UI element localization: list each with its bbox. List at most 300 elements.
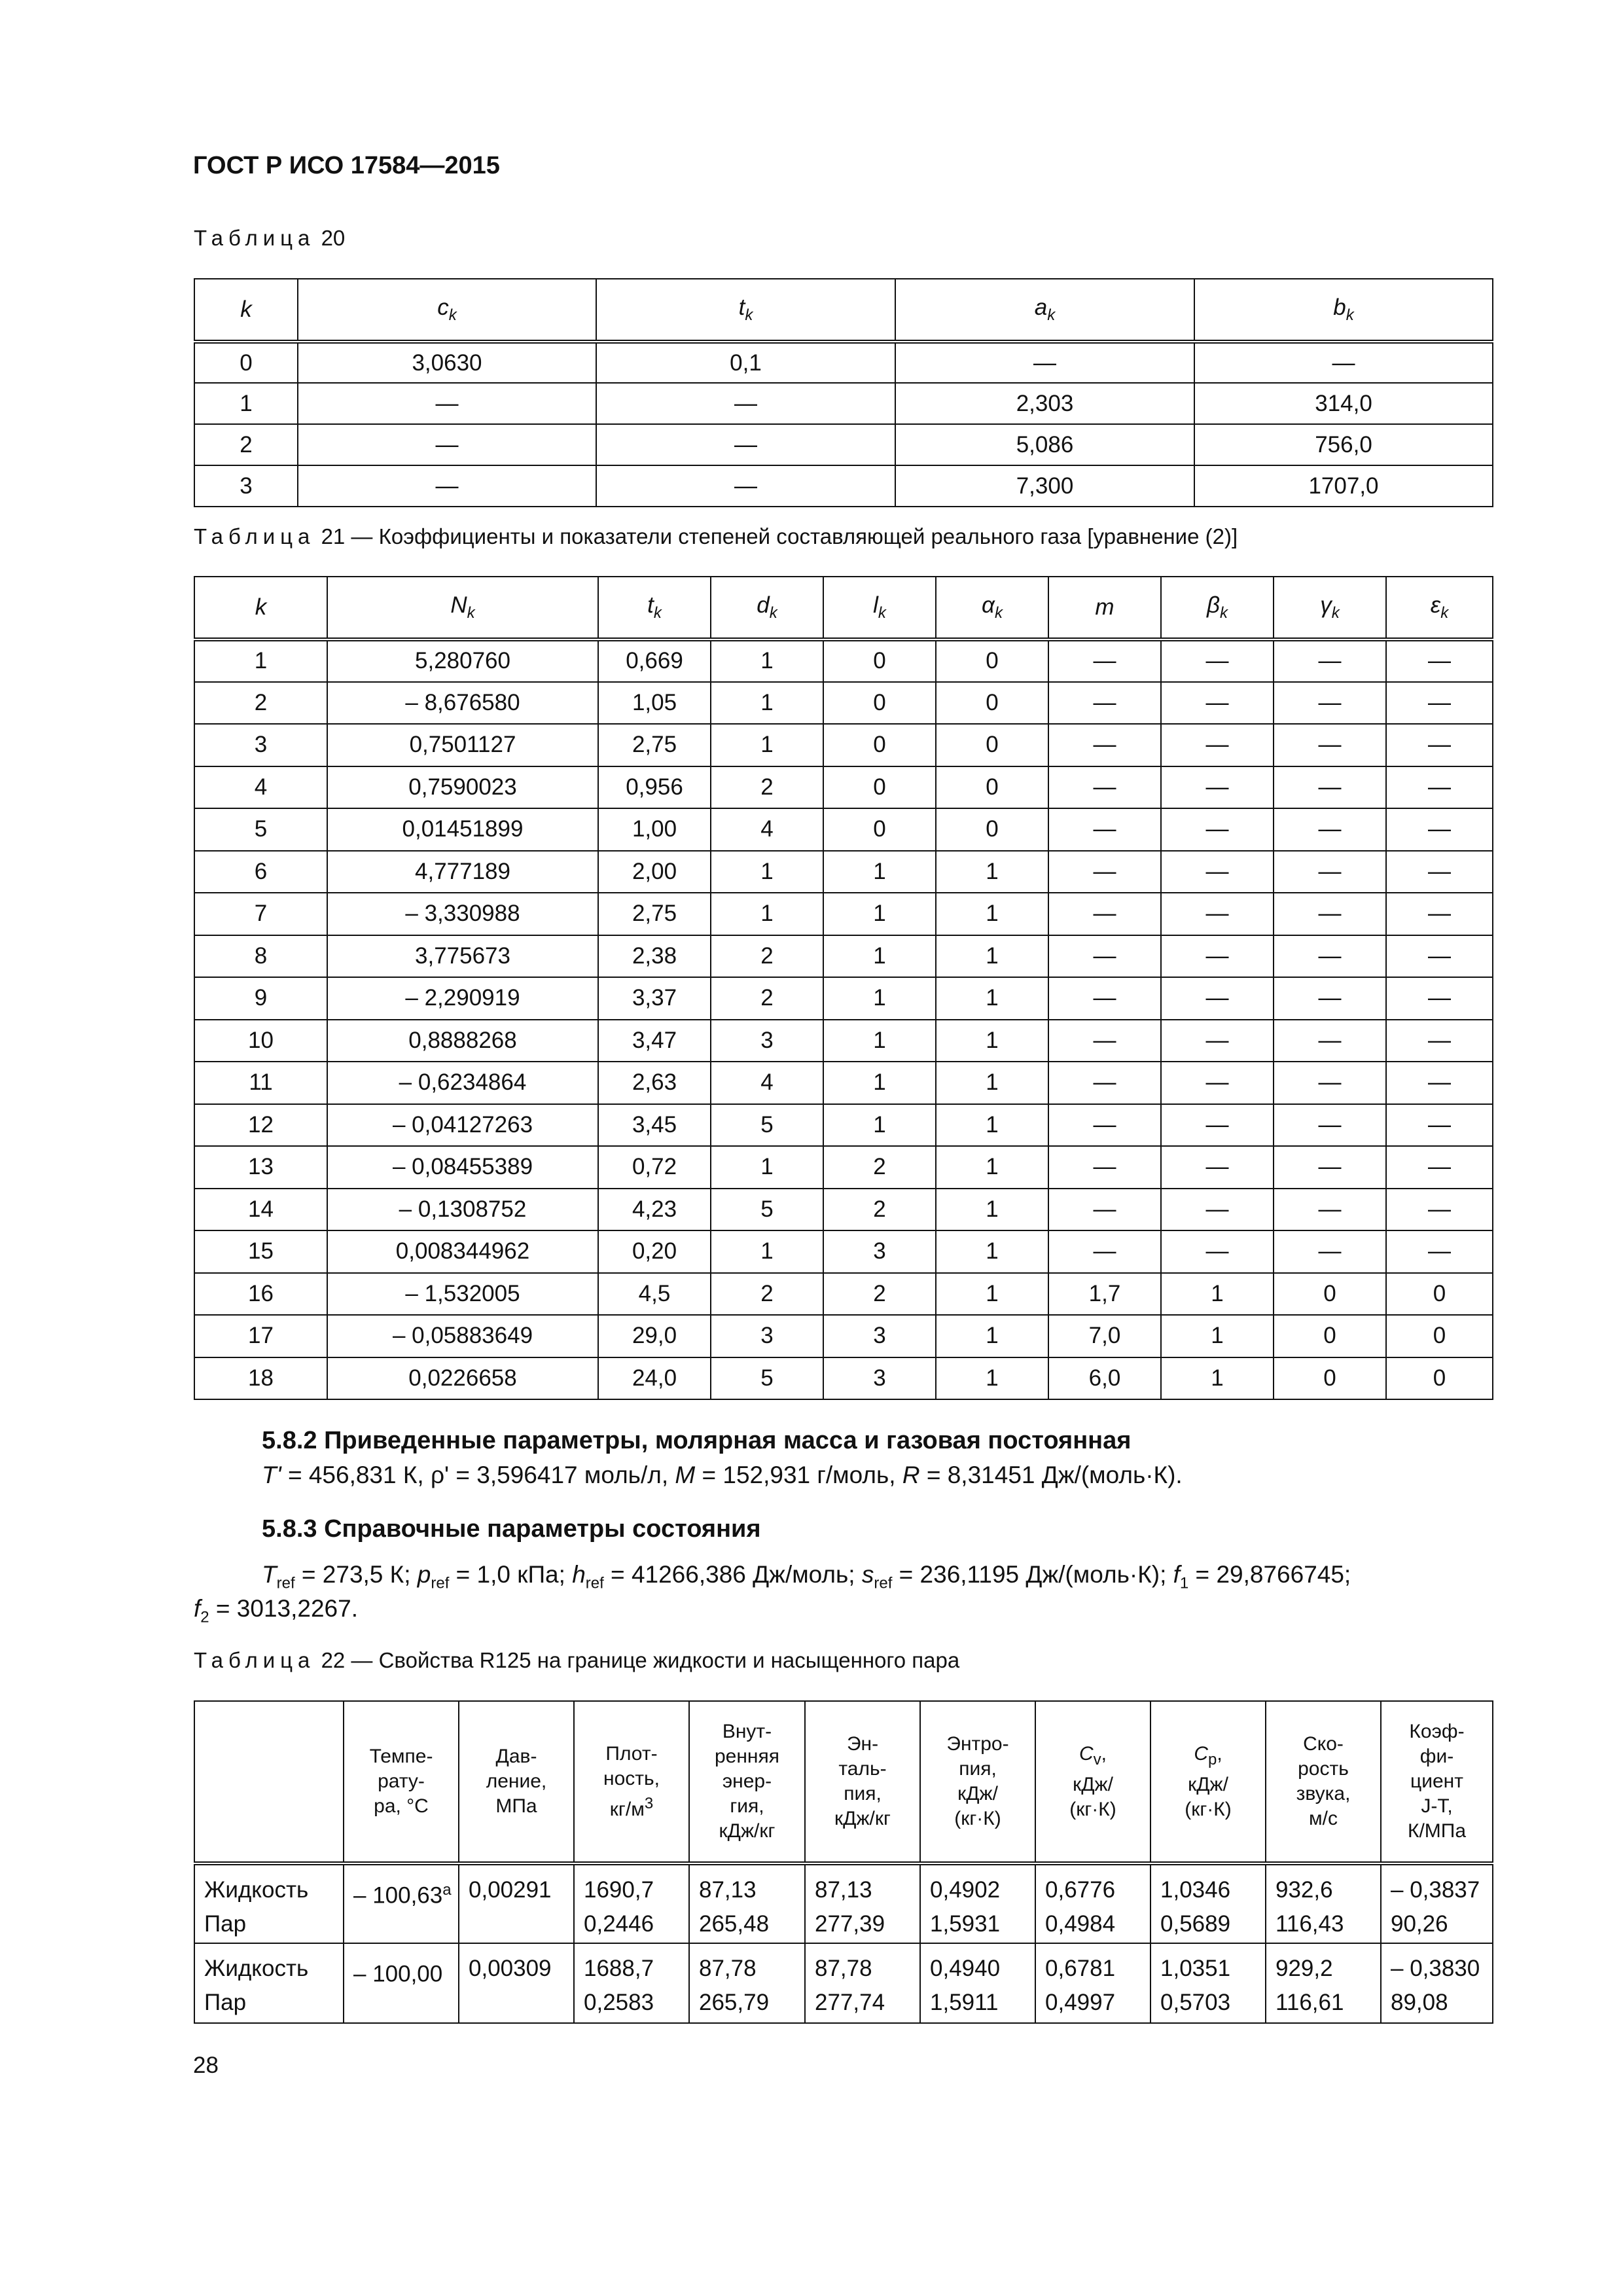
table-row bbox=[194, 1189, 1493, 1231]
table22-header-subscript: v bbox=[1093, 1750, 1101, 1768]
table22-cell bbox=[1266, 1943, 1381, 2023]
table21-cell: – 2,290919 bbox=[327, 977, 598, 1020]
table22-cell bbox=[459, 1943, 574, 2023]
table22-cell bbox=[194, 1863, 344, 1943]
table20-cell: 0,1 bbox=[596, 342, 895, 383]
table21-cell: 0 bbox=[936, 682, 1048, 725]
table21-cell: 3 bbox=[711, 1020, 823, 1062]
table22-cell-value: 0,6781 0,4997 bbox=[1045, 1956, 1116, 2015]
table21-cell: 1 bbox=[936, 1230, 1048, 1273]
table21-cell: — bbox=[1274, 935, 1386, 978]
table22-cell bbox=[194, 1943, 344, 2023]
table22-cell bbox=[1381, 1863, 1493, 1943]
page-number: 28 bbox=[193, 2053, 219, 2078]
table20-cell: 0 bbox=[194, 342, 298, 383]
table21-cell: – 0,08455389 bbox=[327, 1146, 598, 1189]
table21-cell: 1,05 bbox=[598, 682, 711, 725]
table21-cell: 0 bbox=[823, 766, 936, 809]
table21-cell: 1 bbox=[823, 1020, 936, 1062]
table21-cell: – 3,330988 bbox=[327, 893, 598, 935]
table21-header-symbol: β bbox=[1207, 592, 1220, 618]
table21-header-cell bbox=[194, 577, 327, 639]
table22-cell bbox=[344, 1863, 459, 1943]
table20-cell: 314,0 bbox=[1194, 383, 1493, 424]
table21-cell: — bbox=[1161, 977, 1274, 1020]
table20-cell: 2 bbox=[194, 424, 298, 465]
table21-header-cell bbox=[598, 577, 711, 639]
table21-cell: 24,0 bbox=[598, 1357, 711, 1400]
table22-header-text: Внут- ренняя энер- гия, кДж/кг bbox=[715, 1721, 779, 1842]
table21-cell: — bbox=[1386, 1062, 1493, 1104]
table21-cell: — bbox=[1048, 1104, 1161, 1147]
table21-cell: 0,7501127 bbox=[327, 724, 598, 766]
table21-cell: 0 bbox=[823, 808, 936, 851]
table21-cell: 1 bbox=[1161, 1273, 1274, 1316]
table21-header-symbol: t bbox=[647, 592, 654, 618]
table21-cell: 1 bbox=[936, 1357, 1048, 1400]
table21-cell: — bbox=[1386, 724, 1493, 766]
table21-cell: 9 bbox=[194, 977, 327, 1020]
table21-header-symbol: m bbox=[1095, 594, 1115, 620]
table21-cell: 1 bbox=[936, 1062, 1048, 1104]
table21-cell: 2 bbox=[711, 766, 823, 809]
table21-cell: 0 bbox=[936, 808, 1048, 851]
table21-cell: — bbox=[1048, 977, 1161, 1020]
table20-header-subscript: k bbox=[745, 306, 753, 324]
table22-header-text: Плот- ность, кг/м bbox=[603, 1742, 660, 1820]
table21-cell: 3 bbox=[711, 1315, 823, 1357]
table20-cell: — bbox=[1194, 342, 1493, 383]
table22-cell-value: 0,00291 bbox=[469, 1877, 552, 1903]
table20-header-cell bbox=[895, 279, 1194, 342]
table-row bbox=[194, 935, 1493, 978]
table21-cell: — bbox=[1386, 1146, 1493, 1189]
table-row bbox=[194, 724, 1493, 766]
table21-cell: 0,008344962 bbox=[327, 1230, 598, 1273]
table21-cell: 1 bbox=[711, 724, 823, 766]
table21-cell: — bbox=[1161, 1230, 1274, 1273]
table22-cell-value: 87,13 265,48 bbox=[699, 1877, 770, 1937]
table22-header-cell bbox=[1266, 1701, 1381, 1863]
table21-cell: 5 bbox=[711, 1104, 823, 1147]
table-row bbox=[194, 1273, 1493, 1316]
table-row bbox=[194, 977, 1493, 1020]
table21-cell: 0 bbox=[823, 682, 936, 725]
table21-cell: 2,38 bbox=[598, 935, 711, 978]
table22-cell bbox=[459, 1863, 574, 1943]
table21-header-cell bbox=[1386, 577, 1493, 639]
table21-header-subscript: k bbox=[878, 604, 886, 622]
table22-cell bbox=[1150, 1943, 1266, 2023]
table21-cell: 1 bbox=[936, 977, 1048, 1020]
table21-cell: 5 bbox=[194, 808, 327, 851]
table-row bbox=[194, 808, 1493, 851]
table21-cell: 3 bbox=[823, 1357, 936, 1400]
table-row bbox=[194, 1146, 1493, 1189]
table21-header-cell bbox=[1048, 577, 1161, 639]
table21-cell: 29,0 bbox=[598, 1315, 711, 1357]
table20-header-symbol: t bbox=[738, 295, 745, 320]
table22-cell bbox=[920, 1943, 1035, 2023]
table22-cell bbox=[1035, 1863, 1150, 1943]
table21-cell: 1 bbox=[823, 977, 936, 1020]
table22-cell-value: Жидкость Пар bbox=[204, 1956, 309, 2015]
table21-cell: — bbox=[1386, 893, 1493, 935]
table21-cell: — bbox=[1386, 1189, 1493, 1231]
table20-header-subscript: k bbox=[448, 306, 457, 324]
table21-cell: 0,20 bbox=[598, 1230, 711, 1273]
table21-cell: 2 bbox=[711, 977, 823, 1020]
table22-cell-value: Жидкость Пар bbox=[204, 1877, 309, 1937]
table21-cell: – 0,1308752 bbox=[327, 1189, 598, 1231]
table22-cell-value: 932,6 116,43 bbox=[1275, 1877, 1344, 1937]
table21-cell: 8 bbox=[194, 935, 327, 978]
table22-cell bbox=[574, 1863, 689, 1943]
table21-header-subscript: k bbox=[769, 604, 777, 622]
table21-cell: 1 bbox=[711, 893, 823, 935]
table20-header-subscript: k bbox=[1047, 306, 1056, 324]
table21-cell: — bbox=[1386, 977, 1493, 1020]
table21-cell: — bbox=[1386, 935, 1493, 978]
table-row bbox=[194, 682, 1493, 725]
table21-cell: — bbox=[1386, 1020, 1493, 1062]
table22-cell-value: 929,2 116,61 bbox=[1275, 1956, 1344, 2015]
table21-header-cell bbox=[327, 577, 598, 639]
table22-cell-value: 0,4902 1,5931 bbox=[930, 1877, 1001, 1937]
table21-cell: 14 bbox=[194, 1189, 327, 1231]
table21-cell: — bbox=[1274, 682, 1386, 725]
table-row bbox=[194, 1315, 1493, 1357]
table21-cell: 1 bbox=[823, 893, 936, 935]
table21-header-cell bbox=[823, 577, 936, 639]
table22-header-text: Энтро- пия, кДж/ (кг·К) bbox=[946, 1733, 1009, 1829]
table20-header-cell bbox=[194, 279, 298, 342]
table21-cell: 0 bbox=[1274, 1273, 1386, 1316]
table22-cell-value: 0,6776 0,4984 bbox=[1045, 1877, 1116, 1937]
table21-cell: — bbox=[1386, 639, 1493, 682]
table22-header-text: Ско- рость звука, м/с bbox=[1296, 1733, 1351, 1829]
table21-cell: — bbox=[1274, 724, 1386, 766]
table21-header-subscript: k bbox=[1220, 604, 1228, 622]
table21-cell: 2 bbox=[711, 935, 823, 978]
table21-cell: 1 bbox=[936, 1273, 1048, 1316]
table21-cell: 1 bbox=[1161, 1315, 1274, 1357]
table21-cell: 3,45 bbox=[598, 1104, 711, 1147]
table21-cell: — bbox=[1161, 851, 1274, 893]
table21-cell: — bbox=[1386, 1104, 1493, 1147]
table21-cell: — bbox=[1048, 1020, 1161, 1062]
table21-header-cell bbox=[936, 577, 1048, 639]
table20-header-symbol: c bbox=[437, 295, 449, 320]
table21-cell: 0 bbox=[1386, 1357, 1493, 1400]
table20-caption-number: 20 bbox=[321, 226, 346, 250]
table-20 bbox=[194, 278, 1493, 507]
table21-cell: 3 bbox=[823, 1315, 936, 1357]
table21-cell: – 0,6234864 bbox=[327, 1062, 598, 1104]
section-5-8-3-title: 5.8.3 Справочные параметры состояния bbox=[262, 1515, 761, 1543]
table21-header-subscript: k bbox=[994, 604, 1003, 622]
table22-cell-value: 87,13 277,39 bbox=[815, 1877, 885, 1937]
table21-cell: 1,00 bbox=[598, 808, 711, 851]
table20-cell: 7,300 bbox=[895, 465, 1194, 507]
table22-header-cell bbox=[194, 1701, 344, 1863]
table21-cell: 2 bbox=[194, 682, 327, 725]
table21-cell: 2,75 bbox=[598, 893, 711, 935]
table21-cell: 4,777189 bbox=[327, 851, 598, 893]
table20-header-symbol: k bbox=[240, 296, 252, 322]
table21-cell: — bbox=[1161, 808, 1274, 851]
table22-header-cell bbox=[1035, 1701, 1150, 1863]
table21-cell: 0,956 bbox=[598, 766, 711, 809]
table21-cell: 13 bbox=[194, 1146, 327, 1189]
table21-cell: — bbox=[1274, 1146, 1386, 1189]
table22-header-cell bbox=[689, 1701, 805, 1863]
table22-cell bbox=[1150, 1863, 1266, 1943]
table21-cell: — bbox=[1048, 639, 1161, 682]
table21-cell: 3,37 bbox=[598, 977, 711, 1020]
table21-cell: 1,7 bbox=[1048, 1273, 1161, 1316]
table21-cell: 5 bbox=[711, 1357, 823, 1400]
table21-cell: — bbox=[1048, 766, 1161, 809]
table21-cell: 4 bbox=[711, 808, 823, 851]
table20-cell: 3,0630 bbox=[298, 342, 596, 383]
table-22 bbox=[194, 1700, 1493, 2024]
table21-cell: — bbox=[1161, 1189, 1274, 1231]
table22-caption-text: 22 — Свойства R125 на границе жидкости и насыщенного пара bbox=[321, 1648, 960, 1672]
table20-cell: — bbox=[298, 424, 596, 465]
table22-header-cell bbox=[574, 1701, 689, 1863]
table21-cell: — bbox=[1274, 808, 1386, 851]
table-row bbox=[194, 1357, 1493, 1400]
table21-cell: — bbox=[1048, 935, 1161, 978]
table21-cell: 3 bbox=[823, 1230, 936, 1273]
table21-cell: 4,5 bbox=[598, 1273, 711, 1316]
table21-cell: 1 bbox=[823, 1104, 936, 1147]
table22-cell-value: 1,0351 0,5703 bbox=[1160, 1956, 1231, 2015]
table22-header-units: , кДж/ (кг·К) bbox=[1185, 1742, 1232, 1820]
table21-cell: 4 bbox=[711, 1062, 823, 1104]
table21-cell: 1 bbox=[936, 1189, 1048, 1231]
table20-header-cell bbox=[596, 279, 895, 342]
table21-cell: 6 bbox=[194, 851, 327, 893]
table22-cell bbox=[805, 1863, 920, 1943]
table-row bbox=[194, 383, 1493, 424]
table20-cell: — bbox=[596, 465, 895, 507]
table21-cell: — bbox=[1161, 724, 1274, 766]
table20-cell: 2,303 bbox=[895, 383, 1194, 424]
table20-caption bbox=[194, 226, 345, 251]
table21-header-subscript: k bbox=[1440, 604, 1449, 622]
table20-cell: — bbox=[298, 383, 596, 424]
table21-cell: 0,72 bbox=[598, 1146, 711, 1189]
table21-header-symbol: N bbox=[450, 592, 467, 618]
table21-header-subscript: k bbox=[1331, 604, 1340, 622]
table-row bbox=[194, 1863, 1493, 1943]
table21-cell: 1 bbox=[936, 1104, 1048, 1147]
table21-cell: 4,23 bbox=[598, 1189, 711, 1231]
table-row bbox=[194, 851, 1493, 893]
document-header: ГОСТ Р ИСО 17584—2015 bbox=[193, 152, 500, 179]
table21-cell: — bbox=[1048, 1062, 1161, 1104]
table21-cell: 2,63 bbox=[598, 1062, 711, 1104]
table21-cell: – 1,532005 bbox=[327, 1273, 598, 1316]
table-row bbox=[194, 639, 1493, 682]
table22-caption bbox=[194, 1648, 959, 1673]
table21-cell: 1 bbox=[823, 1062, 936, 1104]
table21-cell: 2,75 bbox=[598, 724, 711, 766]
table21-cell: — bbox=[1048, 1189, 1161, 1231]
table22-header-cell bbox=[1381, 1701, 1493, 1863]
table21-cell: — bbox=[1274, 1062, 1386, 1104]
table21-cell: — bbox=[1048, 893, 1161, 935]
table21-cell: 6,0 bbox=[1048, 1357, 1161, 1400]
table21-cell: — bbox=[1274, 1230, 1386, 1273]
section-5-8-3-text-line2: $f_2 = 3013,2267$. bbox=[194, 1595, 358, 1626]
table21-cell: 0 bbox=[936, 724, 1048, 766]
table21-cell: — bbox=[1386, 682, 1493, 725]
table21-cell: 0 bbox=[1274, 1315, 1386, 1357]
table21-header-cell bbox=[1274, 577, 1386, 639]
table21-cell: — bbox=[1048, 1146, 1161, 1189]
table21-cell: 0,7590023 bbox=[327, 766, 598, 809]
table21-cell: 3,47 bbox=[598, 1020, 711, 1062]
section-5-8-3-text-line1: $T_{ref} = 273,5$ К; $p_{ref} = 1,0$ кПа; $h_{ref} = 41266,386$ Дж/моль; $s_{ref} = 236,1195$ Дж/(моль·К); $f_1 = 29,8766745$; bbox=[262, 1561, 1351, 1592]
table22-header-units: , кДж/ (кг·К) bbox=[1069, 1742, 1116, 1820]
table21-cell: 2 bbox=[823, 1189, 936, 1231]
table21-cell: 2 bbox=[711, 1273, 823, 1316]
table20-header-symbol: a bbox=[1034, 295, 1048, 320]
table21-cell: — bbox=[1274, 851, 1386, 893]
table22-header-text: Коэф- фи- циент J-T, К/МПа bbox=[1407, 1721, 1467, 1842]
table22-header-text: Дав- ление, МПа bbox=[486, 1746, 547, 1817]
table21-cell: — bbox=[1274, 766, 1386, 809]
table22-cell-value: 0,4940 1,5911 bbox=[930, 1956, 1001, 2015]
table20-cell: 3 bbox=[194, 465, 298, 507]
table-row bbox=[194, 1230, 1493, 1273]
table21-cell: 4 bbox=[194, 766, 327, 809]
table21-cell: 7,0 bbox=[1048, 1315, 1161, 1357]
table20-cell: — bbox=[596, 383, 895, 424]
table21-cell: 5 bbox=[711, 1189, 823, 1231]
table21-caption-text: 21 — Коэффициенты и показатели степеней составляющей реального газа [уравнение (2)] bbox=[321, 524, 1238, 548]
table22-header-text: Темпе- рату- ра, °С bbox=[369, 1746, 433, 1817]
table21-cell: 0 bbox=[936, 639, 1048, 682]
table21-cell: 1 bbox=[823, 851, 936, 893]
table22-cell-value: 0,00309 bbox=[469, 1956, 552, 1981]
table21-cell: 10 bbox=[194, 1020, 327, 1062]
table22-cell bbox=[920, 1863, 1035, 1943]
table21-cell: 1 bbox=[936, 1146, 1048, 1189]
table21-header-subscript: k bbox=[467, 604, 475, 622]
table21-cell: 1 bbox=[711, 1230, 823, 1273]
table21-cell: — bbox=[1048, 1230, 1161, 1273]
table-row bbox=[194, 893, 1493, 935]
table21-cell: 1 bbox=[823, 935, 936, 978]
table21-cell: — bbox=[1274, 1020, 1386, 1062]
table21-cell: — bbox=[1386, 808, 1493, 851]
table21-cell: 1 bbox=[936, 851, 1048, 893]
table21-cell: 1 bbox=[194, 639, 327, 682]
table20-cell: 1707,0 bbox=[1194, 465, 1493, 507]
table21-cell: 0,0226658 bbox=[327, 1357, 598, 1400]
table-row bbox=[194, 424, 1493, 465]
table21-cell: – 0,05883649 bbox=[327, 1315, 598, 1357]
table22-header-symbol: C bbox=[1079, 1742, 1094, 1765]
table20-header-cell bbox=[298, 279, 596, 342]
table21-cell: — bbox=[1161, 1146, 1274, 1189]
table21-cell: 0 bbox=[823, 639, 936, 682]
table20-header-cell bbox=[1194, 279, 1493, 342]
table22-cell-value: 1688,7 0,2583 bbox=[584, 1956, 654, 2015]
table21-cell: 1 bbox=[711, 639, 823, 682]
table-21 bbox=[194, 576, 1493, 1400]
table21-cell: — bbox=[1274, 977, 1386, 1020]
table21-cell: 0 bbox=[1274, 1357, 1386, 1400]
table21-cell: 0 bbox=[823, 724, 936, 766]
table-row bbox=[194, 465, 1493, 507]
table21-cell: 0 bbox=[1386, 1315, 1493, 1357]
table21-cell: — bbox=[1386, 851, 1493, 893]
table21-header-symbol: k bbox=[255, 594, 267, 620]
table21-cell: — bbox=[1161, 766, 1274, 809]
table22-cell bbox=[1381, 1943, 1493, 2023]
table-row bbox=[194, 766, 1493, 809]
table-row bbox=[194, 1062, 1493, 1104]
table21-header-cell bbox=[711, 577, 823, 639]
section-5-8-2-text: T' = 456,831 К, ρ' = 3,596417 моль/л, M = 152,931 г/моль, R = 8,31451 Дж/(моль·К). bbox=[262, 1462, 1183, 1488]
table21-cell: 2 bbox=[823, 1273, 936, 1316]
table-row bbox=[194, 1943, 1493, 2023]
table21-cell: 2,00 bbox=[598, 851, 711, 893]
table21-cell: 1 bbox=[1161, 1357, 1274, 1400]
table21-header-cell bbox=[1161, 577, 1274, 639]
table21-cell: — bbox=[1048, 808, 1161, 851]
table22-cell-value: 87,78 277,74 bbox=[815, 1956, 885, 2015]
table21-cell: – 0,04127263 bbox=[327, 1104, 598, 1147]
table20-cell: — bbox=[298, 465, 596, 507]
table21-cell: 0,669 bbox=[598, 639, 711, 682]
table21-cell: 1 bbox=[711, 851, 823, 893]
table21-cell: — bbox=[1386, 1230, 1493, 1273]
table21-cell: 3 bbox=[194, 724, 327, 766]
table21-header-symbol: ε bbox=[1430, 592, 1441, 618]
table22-header-superscript: 3 bbox=[644, 1794, 654, 1812]
table21-cell: 1 bbox=[711, 1146, 823, 1189]
table22-header-cell bbox=[459, 1701, 574, 1863]
table22-header-subscript: p bbox=[1207, 1750, 1217, 1768]
table21-cell: — bbox=[1274, 1104, 1386, 1147]
table21-cell: — bbox=[1161, 1020, 1274, 1062]
table21-cell: — bbox=[1274, 893, 1386, 935]
table22-cell bbox=[805, 1943, 920, 2023]
table22-cell-value: 1690,7 0,2446 bbox=[584, 1877, 654, 1937]
table22-cell bbox=[344, 1943, 459, 2023]
table21-cell: — bbox=[1161, 682, 1274, 725]
table21-cell: — bbox=[1161, 1062, 1274, 1104]
table21-cell: — bbox=[1161, 1104, 1274, 1147]
table-row bbox=[194, 1020, 1493, 1062]
table20-cell: 756,0 bbox=[1194, 424, 1493, 465]
table22-cell-value: – 0,3830 89,08 bbox=[1391, 1956, 1480, 2015]
table22-header-cell bbox=[805, 1701, 920, 1863]
table21-cell: 17 bbox=[194, 1315, 327, 1357]
table21-cell: — bbox=[1048, 724, 1161, 766]
table20-cell: 5,086 bbox=[895, 424, 1194, 465]
table21-cell: 15 bbox=[194, 1230, 327, 1273]
table21-header-symbol: γ bbox=[1320, 592, 1332, 618]
table21-cell: 11 bbox=[194, 1062, 327, 1104]
table21-caption-word: Таблица bbox=[194, 524, 315, 548]
